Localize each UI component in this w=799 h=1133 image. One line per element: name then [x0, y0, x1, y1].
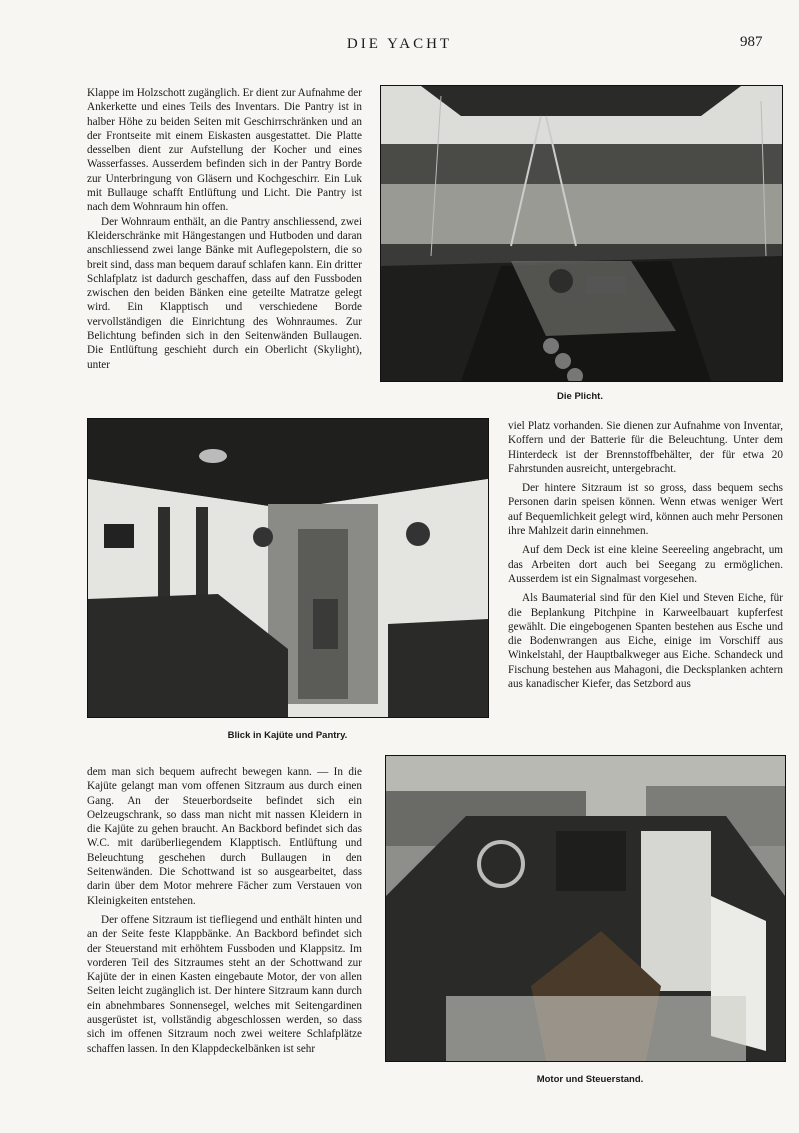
plicht-image [381, 86, 782, 381]
photo-plicht [380, 85, 783, 382]
paragraph: Auf dem Deck ist eine kleine Seereeling angebracht, um das Arbeiten dort auch bei Seegang zu ermöglichen. Ausserdem ist ein Signalmast vorgesehen. [508, 544, 783, 585]
text-column-left-bottom [87, 765, 362, 1056]
caption-kajuete: Blick in Kajüte und Pantry. [227, 730, 348, 741]
running-header-title: DIE YACHT [346, 36, 453, 52]
caption-plicht: Die Plicht. [557, 391, 603, 402]
text-column-right-middle [508, 419, 783, 691]
caption-motor: Motor und Steuerstand. [536, 1074, 644, 1085]
paragraph: Als Baumaterial sind für den Kiel und Steven Eiche, für die Beplankung Pitchpine in Karweelbauart kupferfest gewählt. Die eingebogenen Spanten bestehen aus Esche und die Bodenwrangen aus Eiche, einige im Vorschiff aus Winkelstahl, der Hauptbalkweger aus Eiche. Schandeck und Fischung bestehen aus Mahagoni, die Decksplanken achtern aus kanadischer Kiefer, das Setzbord aus [508, 592, 783, 691]
paragraph: dem man sich bequem aufrecht bewegen kann. — In die Kajüte gelangt man vom offenen Sitzraum aus durch einen Gang. An der Steuerbordseite befindet sich ein Oelzeugschrank, so dass man nicht mit nassen Kleidern in die Kajüte zu gehen braucht. An Backbord befindet sich das W.C. mit darüberliegendem Klapptisch. Entlüftung und Beleuchtung geschehen durch Bullaugen in den Seitenwänden. Die Schottwand ist so ausgearbeitet, dass darin über dem Motor mehrere Fächer zum Verstauen von Kleinigkeiten entstehen. [87, 766, 362, 907]
paragraph: Der hintere Sitzraum ist so gross, dass bequem sechs Personen darin speisen können. Wenn etwas weniger Wert auf Bequemlichkeit gelegt wird, können auch mehr Personen ihre Mahlzeit darin einnehmen. [508, 482, 783, 538]
page-number: 987 [740, 34, 763, 50]
paragraph: viel Platz vorhanden. Sie dienen zur Aufnahme von Inventar, Koffern und der Batterie für die Beleuchtung. Unter dem Hinterdeck ist der Brennstoffbehälter, der für etwa 20 Fahrstunden ausreicht, untergebracht. [508, 420, 783, 475]
photo-motor [385, 755, 786, 1062]
paragraph: Der Wohnraum enthält, an die Pantry anschliessend, zwei Kleiderschränke mit Hängestangen und Hutboden und daran anschliessend zwei lange Bänke mit Auflegepolstern, die so breit sind, dass man bequem darauf schlafen kann. Ein dritter Schlafplatz ist dadurch geschaffen, dass auf den Fussboden zwischen den beiden Bänken eine geteilte Matratze gelegt wird. Ein Klapptisch und verschiedene Borde vervollständigen die Einrichtung des Wohnraumes. Zur Belichtung befinden sich in den Seitenwänden Bullaugen. Die Entlüftung geschieht durch ein Oberlicht (Skylight), unter [87, 215, 362, 371]
kajuete-image [88, 419, 488, 717]
motor-image [386, 756, 785, 1061]
paragraph: Klappe im Holzschott zugänglich. Er dient zur Aufnahme der Ankerkette und eines Teils des Inventars. Die Pantry ist in halber Höhe zu beiden Seiten mit Geschirrschränken und an der Frontseite mit einem Eiskasten ausgestattet. Die Platte desselben dient zur Aufstellung der Kocher und eines Wasserfasses. Ausserdem befinden sich in der Pantry Borde zur Unterbringung von Gläsern und Kochgeschirr. Ein Luk mit Bullauge schafft Entlüftung und Licht. Die Pantry ist nach dem Wohnraum hin offen. [87, 87, 362, 214]
paragraph: Der offene Sitzraum ist tiefliegend und enthält hinten und an der Seite feste Klappbänke. An Backbord befindet sich der Steuerstand mit erhöhtem Fussboden und Klappsitz. Im vorderen Teil des Sitzraumes steht an der Schottwand zur Kajüte der in einen Kasten eingebaute Motor, der von allen Seiten leicht zugänglich ist. Der hintere Sitzraum kann durch ein abnehmbares Sonnensegel, welches mit Seitengardinen ausgerüstet ist, vollständig abgeschlossen werden, so dass sich im offenen Sitzraum noch zwei weitere Schlafplätze schaffen lassen. In den Klappdeckelbänken ist sehr [87, 913, 362, 1055]
text-column-left-top [87, 86, 362, 372]
photo-kajuete [87, 418, 489, 718]
